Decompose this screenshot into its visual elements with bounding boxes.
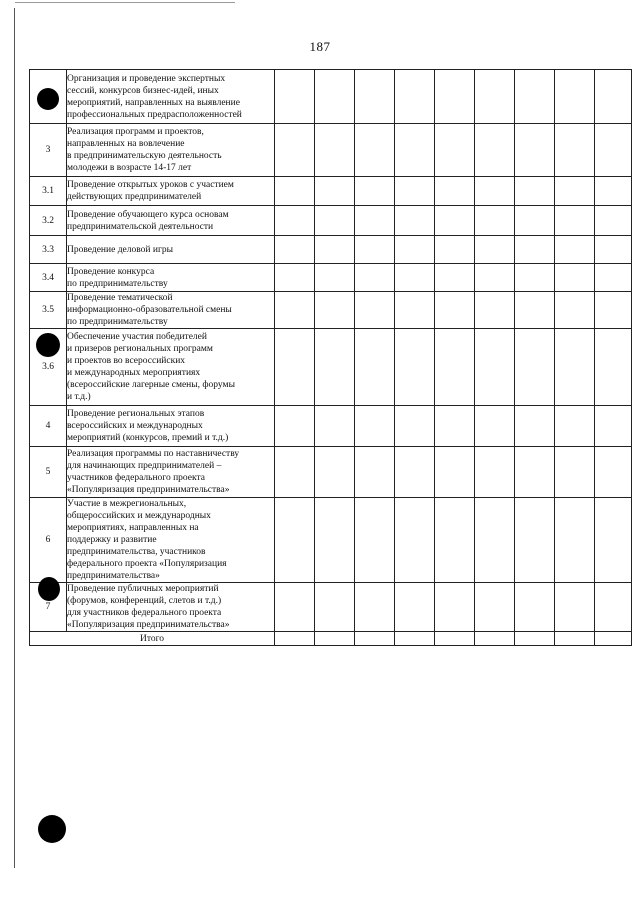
empty-value-cell	[435, 406, 475, 447]
empty-value-cell	[275, 70, 315, 124]
empty-value-cell	[315, 124, 355, 177]
page-number: 187	[309, 39, 331, 54]
row-number: 3.2	[30, 206, 67, 236]
empty-value-cell	[395, 292, 435, 329]
empty-value-cell	[555, 583, 595, 632]
empty-value-cell	[515, 177, 555, 206]
empty-value-cell	[315, 292, 355, 329]
empty-value-cell	[355, 236, 395, 264]
empty-value-cell	[275, 329, 315, 406]
empty-value-cell	[275, 177, 315, 206]
empty-value-cell	[395, 406, 435, 447]
empty-value-cell	[515, 447, 555, 498]
activity-text: Проведение обучающего курса основам предпринимательской деятельности	[67, 209, 229, 232]
table-row	[30, 124, 632, 177]
empty-value-cell	[315, 406, 355, 447]
empty-value-cell	[595, 583, 632, 632]
row-number: 3.5	[30, 292, 67, 329]
table-row	[30, 264, 632, 292]
empty-value-cell	[275, 206, 315, 236]
empty-value-cell	[435, 236, 475, 264]
row-number: 3.4	[30, 264, 67, 292]
scan-edge-left	[14, 8, 15, 868]
empty-value-cell	[555, 406, 595, 447]
empty-value-cell	[315, 206, 355, 236]
row-number: 7	[30, 583, 67, 632]
activity-text: Проведение открытых уроков с участием действующих предпринимателей	[67, 180, 234, 202]
empty-value-cell	[475, 498, 515, 583]
empty-value-cell	[315, 70, 355, 124]
empty-value-cell	[275, 124, 315, 177]
empty-value-cell	[275, 447, 315, 498]
activity-text: Обеспечение участия победителей и призеров региональных программ и проектов во всероссийских и международных мероприятиях (всероссийские лагерные смены, форумы и т.д.)	[67, 332, 235, 402]
empty-value-cell	[315, 498, 355, 583]
row-number: 3	[30, 124, 67, 177]
empty-value-cell	[355, 329, 395, 406]
empty-value-cell	[475, 329, 515, 406]
empty-value-cell	[475, 177, 515, 206]
empty-value-cell	[395, 447, 435, 498]
empty-value-cell	[355, 447, 395, 498]
empty-total-cell	[315, 632, 355, 646]
empty-value-cell	[475, 206, 515, 236]
punch-hole-top	[37, 88, 59, 110]
empty-value-cell	[275, 583, 315, 632]
empty-value-cell	[435, 206, 475, 236]
empty-value-cell	[595, 447, 632, 498]
empty-value-cell	[515, 583, 555, 632]
empty-value-cell	[555, 177, 595, 206]
row-number: 3.3	[30, 236, 67, 264]
empty-value-cell	[275, 406, 315, 447]
empty-value-cell	[355, 406, 395, 447]
empty-value-cell	[435, 583, 475, 632]
table-row	[30, 206, 632, 236]
activity-cell	[67, 292, 275, 329]
empty-value-cell	[595, 406, 632, 447]
activity-text: Проведение региональных этапов всероссийских и международных мероприятий (конкурсов, премий и т.д.)	[67, 409, 229, 443]
empty-value-cell	[555, 329, 595, 406]
empty-value-cell	[555, 264, 595, 292]
empty-value-cell	[395, 70, 435, 124]
empty-total-cell	[555, 632, 595, 646]
empty-value-cell	[395, 264, 435, 292]
empty-value-cell	[435, 292, 475, 329]
activity-text: Проведение публичных мероприятий (форумов, конференций, слетов и т.д.) для участников федерального проекта «Популяризация предпринимательства»	[67, 584, 230, 630]
empty-value-cell	[475, 583, 515, 632]
empty-value-cell	[355, 206, 395, 236]
activity-text: Проведение деловой игры	[67, 244, 173, 255]
activity-cell	[67, 406, 275, 447]
activity-text: Участие в межрегиональных, общероссийских и международных мероприятиях, направленных на поддержку и развитие предпринимательства, участников федерального проекта «Популяризация предпринимательства»	[67, 499, 227, 581]
empty-value-cell	[595, 498, 632, 583]
activity-text: Организация и проведение экспертных сессий, конкурсов бизнес-идей, иных мероприятий, направленных на выявление профессиональных предрасположенностей	[67, 73, 242, 120]
empty-value-cell	[595, 124, 632, 177]
empty-value-cell	[515, 498, 555, 583]
activity-text: Проведение тематической информационно-образовательной смены по предпринимательству	[67, 293, 232, 327]
empty-value-cell	[395, 124, 435, 177]
activity-cell	[67, 70, 275, 124]
activity-cell	[67, 236, 275, 264]
empty-value-cell	[555, 206, 595, 236]
activity-text: Реализация программы по наставничеству для начинающих предпринимателей – участников федерального проекта «Популяризация предпринимательства»	[67, 449, 240, 495]
punch-hole-lower	[38, 577, 60, 601]
empty-value-cell	[435, 124, 475, 177]
empty-value-cell	[595, 177, 632, 206]
punch-hole-middle	[36, 333, 60, 357]
empty-value-cell	[275, 264, 315, 292]
empty-total-cell	[595, 632, 632, 646]
empty-value-cell	[475, 124, 515, 177]
empty-value-cell	[595, 236, 632, 264]
empty-value-cell	[395, 498, 435, 583]
activity-cell	[67, 447, 275, 498]
empty-value-cell	[355, 583, 395, 632]
empty-value-cell	[355, 264, 395, 292]
empty-value-cell	[315, 177, 355, 206]
empty-value-cell	[555, 70, 595, 124]
empty-value-cell	[555, 292, 595, 329]
empty-value-cell	[275, 292, 315, 329]
empty-value-cell	[595, 264, 632, 292]
row-number: 4	[30, 406, 67, 447]
empty-value-cell	[595, 206, 632, 236]
empty-value-cell	[515, 206, 555, 236]
activities-table	[29, 69, 632, 646]
empty-value-cell	[315, 264, 355, 292]
empty-value-cell	[475, 292, 515, 329]
activity-cell	[67, 264, 275, 292]
activity-cell	[67, 124, 275, 177]
empty-value-cell	[435, 264, 475, 292]
empty-total-cell	[395, 632, 435, 646]
empty-value-cell	[435, 329, 475, 406]
empty-value-cell	[515, 292, 555, 329]
empty-value-cell	[355, 498, 395, 583]
empty-value-cell	[555, 124, 595, 177]
empty-total-cell	[515, 632, 555, 646]
empty-value-cell	[595, 329, 632, 406]
empty-value-cell	[555, 498, 595, 583]
empty-value-cell	[355, 292, 395, 329]
empty-value-cell	[595, 70, 632, 124]
scan-edge-top	[15, 2, 235, 3]
empty-total-cell	[435, 632, 475, 646]
row-number: 6	[30, 498, 67, 583]
activity-cell	[67, 206, 275, 236]
activity-cell	[67, 177, 275, 206]
empty-total-cell	[355, 632, 395, 646]
activity-cell	[67, 498, 275, 583]
empty-value-cell	[275, 236, 315, 264]
empty-value-cell	[595, 292, 632, 329]
empty-value-cell	[355, 124, 395, 177]
activity-text: Реализация программ и проектов, направленных на вовлечение в предпринимательскую деятельность молодежи в возрасте 14-17 лет	[67, 127, 222, 173]
empty-value-cell	[435, 447, 475, 498]
empty-value-cell	[515, 264, 555, 292]
empty-value-cell	[315, 236, 355, 264]
empty-value-cell	[515, 236, 555, 264]
empty-value-cell	[475, 236, 515, 264]
punch-hole-bottom	[38, 815, 66, 843]
empty-value-cell	[395, 236, 435, 264]
empty-value-cell	[355, 70, 395, 124]
empty-value-cell	[515, 124, 555, 177]
total-label: Итого	[30, 632, 275, 646]
table-row	[30, 236, 632, 264]
empty-value-cell	[555, 447, 595, 498]
empty-value-cell	[475, 264, 515, 292]
empty-total-cell	[275, 632, 315, 646]
empty-value-cell	[475, 70, 515, 124]
empty-value-cell	[515, 406, 555, 447]
empty-value-cell	[475, 406, 515, 447]
total-row	[30, 632, 632, 646]
table-row	[30, 70, 632, 124]
empty-value-cell	[435, 70, 475, 124]
empty-value-cell	[315, 329, 355, 406]
empty-value-cell	[475, 447, 515, 498]
empty-value-cell	[435, 177, 475, 206]
empty-value-cell	[395, 206, 435, 236]
empty-total-cell	[475, 632, 515, 646]
empty-value-cell	[435, 498, 475, 583]
empty-value-cell	[515, 70, 555, 124]
empty-value-cell	[515, 329, 555, 406]
empty-value-cell	[355, 177, 395, 206]
empty-value-cell	[395, 177, 435, 206]
empty-value-cell	[275, 498, 315, 583]
activity-text: Проведение конкурса по предпринимательству	[67, 266, 168, 289]
table-row	[30, 498, 632, 583]
empty-value-cell	[395, 329, 435, 406]
row-number: 3.1	[30, 177, 67, 206]
row-number: 3.6	[30, 329, 67, 406]
empty-value-cell	[315, 583, 355, 632]
table-row	[30, 329, 632, 406]
table-row	[30, 447, 632, 498]
row-number: 5	[30, 447, 67, 498]
activity-cell	[67, 583, 275, 632]
empty-value-cell	[395, 583, 435, 632]
table-row	[30, 177, 632, 206]
table-row	[30, 292, 632, 329]
empty-value-cell	[555, 236, 595, 264]
activity-cell	[67, 329, 275, 406]
table-row	[30, 406, 632, 447]
empty-value-cell	[315, 447, 355, 498]
table-row	[30, 583, 632, 632]
